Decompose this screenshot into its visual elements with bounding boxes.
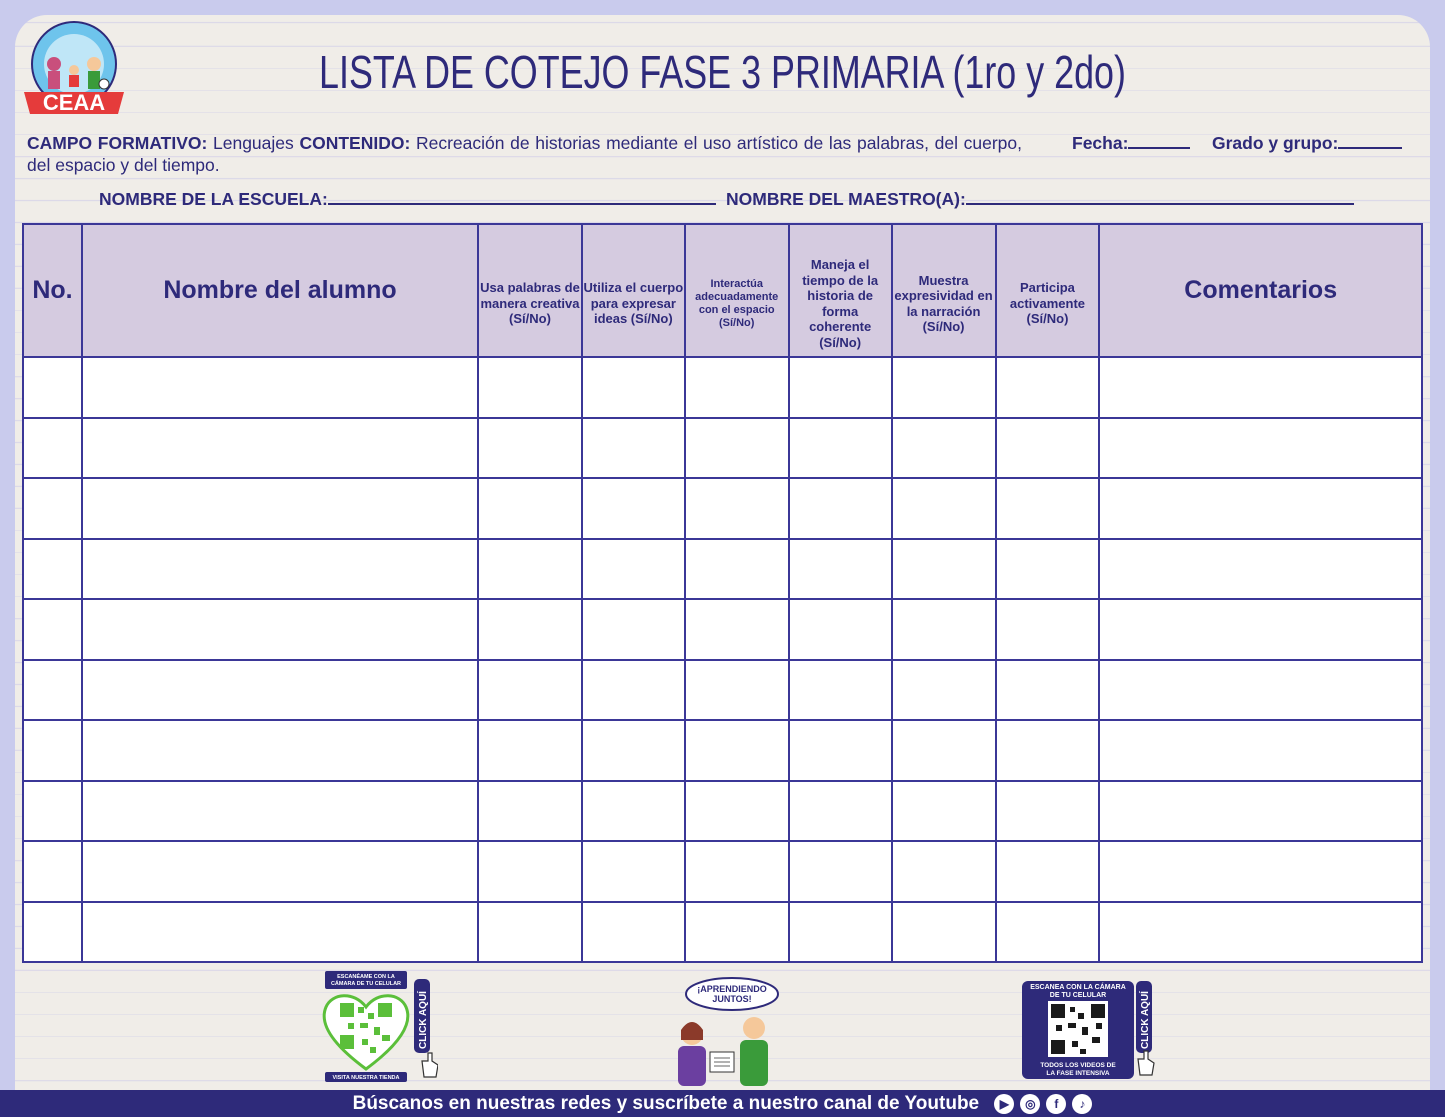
table-cell[interactable] (1099, 660, 1422, 721)
table-cell[interactable] (1099, 841, 1422, 902)
instagram-icon[interactable]: ◎ (1020, 1094, 1040, 1114)
fecha-label: Fecha: (1072, 133, 1129, 153)
table-cell[interactable] (23, 418, 82, 479)
table-header-row (23, 224, 1422, 357)
table-cell[interactable] (789, 841, 892, 902)
campo-value: Lenguajes (213, 133, 294, 153)
table-cell[interactable] (1099, 539, 1422, 600)
ceaa-logo (18, 20, 130, 116)
table-cell[interactable] (892, 660, 996, 721)
table-cell[interactable] (1099, 720, 1422, 781)
table-cell[interactable] (892, 539, 996, 600)
table-cell[interactable] (1099, 902, 1422, 963)
table-cell[interactable] (892, 478, 996, 539)
table-cell[interactable] (685, 781, 789, 842)
svg-text:¡APRENDIENDO: ¡APRENDIENDO (697, 984, 767, 994)
table-cell[interactable] (478, 902, 582, 963)
table-cell[interactable] (82, 660, 478, 721)
table-cell[interactable] (996, 418, 1100, 479)
table-row (23, 539, 1422, 600)
footer-bar (0, 1090, 1445, 1117)
svg-text:CLICK AQUÍ: CLICK AQUÍ (418, 991, 429, 1049)
table-cell[interactable] (789, 660, 892, 721)
table-cell[interactable] (685, 841, 789, 902)
svg-text:TODOS LOS VIDEOS DE: TODOS LOS VIDEOS DE (1040, 1062, 1116, 1069)
table-cell[interactable] (1099, 418, 1422, 479)
svg-text:LA FASE INTENSIVA: LA FASE INTENSIVA (1046, 1070, 1110, 1077)
table-cell[interactable] (582, 720, 685, 781)
grado-field[interactable] (1212, 132, 1402, 154)
table-cell[interactable] (996, 841, 1100, 902)
table-cell[interactable] (685, 902, 789, 963)
checklist-table (22, 223, 1423, 963)
header-espacio: Interactúa adecuadamente con el espacio (Sí/No) (685, 224, 789, 357)
table-row (23, 478, 1422, 539)
table-cell[interactable] (478, 357, 582, 418)
contenido-label: CONTENIDO: (299, 133, 411, 153)
table-cell[interactable] (996, 902, 1100, 963)
info-block (27, 132, 1022, 176)
table-cell[interactable] (478, 841, 582, 902)
table-cell[interactable] (789, 418, 892, 479)
header-no: No. (23, 224, 82, 357)
table-cell[interactable] (23, 781, 82, 842)
table-cell[interactable] (789, 478, 892, 539)
contenido-value: Recreación de historias mediante el uso artístico de las palabras, del cuerpo, del espacio y del tiempo. (27, 133, 1022, 175)
escuela-label: NOMBRE DE LA ESCUELA: (99, 189, 328, 209)
store-qr-code[interactable] (318, 969, 438, 1084)
table-cell[interactable] (789, 539, 892, 600)
table-cell[interactable] (478, 599, 582, 660)
table-cell[interactable] (1099, 478, 1422, 539)
table-cell[interactable] (892, 418, 996, 479)
table-cell[interactable] (23, 357, 82, 418)
table-cell[interactable] (685, 478, 789, 539)
table-row (23, 902, 1422, 963)
table-cell[interactable] (789, 781, 892, 842)
table-cell[interactable] (996, 357, 1100, 418)
table-row (23, 418, 1422, 479)
svg-text:JUNTOS!: JUNTOS! (712, 994, 752, 1004)
table-cell[interactable] (82, 841, 478, 902)
header-nombre: Nombre del alumno (82, 224, 478, 357)
svg-text:CLICK AQUÍ: CLICK AQUÍ (1140, 991, 1151, 1049)
table-cell[interactable] (82, 418, 478, 479)
header-participa: Participa activamente (Sí/No) (996, 224, 1100, 357)
table-cell[interactable] (892, 357, 996, 418)
table-cell[interactable] (82, 599, 478, 660)
table-cell[interactable] (582, 781, 685, 842)
table-cell[interactable] (582, 418, 685, 479)
table-cell[interactable] (685, 539, 789, 600)
svg-text:ESCANEA CON LA CÁMARA: ESCANEA CON LA CÁMARA (1030, 984, 1126, 991)
table-cell[interactable] (23, 841, 82, 902)
learning-together-illustration (662, 972, 782, 1090)
table-cell[interactable] (582, 660, 685, 721)
table-cell[interactable] (23, 478, 82, 539)
table-cell[interactable] (1099, 357, 1422, 418)
table-cell[interactable] (789, 357, 892, 418)
table-cell[interactable] (892, 902, 996, 963)
table-cell[interactable] (478, 539, 582, 600)
youtube-icon[interactable]: ▶ (994, 1094, 1014, 1114)
table-cell[interactable] (478, 660, 582, 721)
table-cell[interactable] (892, 720, 996, 781)
table-cell[interactable] (82, 478, 478, 539)
table-cell[interactable] (685, 357, 789, 418)
table-cell[interactable] (478, 720, 582, 781)
table-row (23, 841, 1422, 902)
table-cell[interactable] (582, 478, 685, 539)
table-cell[interactable] (82, 781, 478, 842)
table-cell[interactable] (892, 841, 996, 902)
table-cell[interactable] (892, 599, 996, 660)
svg-text:CÁMARA DE TU CELULAR: CÁMARA DE TU CELULAR (330, 981, 402, 987)
table-cell[interactable] (582, 902, 685, 963)
header-comentarios: Comentarios (1099, 224, 1422, 357)
table-cell[interactable] (685, 418, 789, 479)
table-cell[interactable] (996, 478, 1100, 539)
table-cell[interactable] (892, 781, 996, 842)
table-cell[interactable] (478, 781, 582, 842)
table-cell[interactable] (582, 539, 685, 600)
table-cell[interactable] (789, 902, 892, 963)
escuela-field[interactable] (99, 188, 716, 210)
table-cell[interactable] (23, 720, 82, 781)
table-cell[interactable] (996, 660, 1100, 721)
maestro-label: NOMBRE DEL MAESTRO(A): (726, 189, 966, 209)
svg-text:VISITA NUESTRA TIENDA: VISITA NUESTRA TIENDA (332, 1075, 400, 1081)
table-cell[interactable] (582, 599, 685, 660)
table-cell[interactable] (582, 357, 685, 418)
table-cell[interactable] (478, 418, 582, 479)
logo-text: CEAA (42, 90, 106, 115)
table-cell[interactable] (1099, 599, 1422, 660)
table-cell[interactable] (23, 599, 82, 660)
table-cell[interactable] (996, 599, 1100, 660)
table-cell[interactable] (1099, 781, 1422, 842)
fecha-field[interactable] (1072, 132, 1190, 154)
svg-text:ESCANÉAME CON LA: ESCANÉAME CON LA (337, 974, 395, 980)
table-row (23, 720, 1422, 781)
campo-label: CAMPO FORMATIVO: (27, 133, 208, 153)
table-cell[interactable] (996, 781, 1100, 842)
facebook-icon[interactable]: f (1046, 1094, 1066, 1114)
table-row (23, 781, 1422, 842)
header-expresividad: Muestra expresividad en la narración (Sí/No) (892, 224, 996, 357)
table-cell[interactable] (82, 539, 478, 600)
tiktok-icon[interactable]: ♪ (1072, 1094, 1092, 1114)
table-cell[interactable] (789, 599, 892, 660)
table-row (23, 599, 1422, 660)
svg-text:DE TU CELULAR: DE TU CELULAR (1049, 992, 1107, 999)
table-cell[interactable] (23, 902, 82, 963)
page-title: LISTA DE COTEJO FASE 3 PRIMARIA (1ro y 2do) (319, 46, 1126, 98)
table-row (23, 357, 1422, 418)
table-cell[interactable] (82, 902, 478, 963)
table-cell[interactable] (82, 357, 478, 418)
header-tiempo: Maneja el tiempo de la historia de forma coherente (Sí/No) (789, 224, 892, 357)
table-cell[interactable] (996, 539, 1100, 600)
table-row (23, 660, 1422, 721)
table-cell[interactable] (685, 720, 789, 781)
table-cell[interactable] (685, 599, 789, 660)
social-icons (994, 1094, 1092, 1114)
table-cell[interactable] (996, 720, 1100, 781)
table-cell[interactable] (789, 720, 892, 781)
maestro-field[interactable] (726, 188, 1354, 210)
table-cell[interactable] (478, 478, 582, 539)
videos-qr-code[interactable] (1020, 979, 1160, 1083)
header-cuerpo: Utiliza el cuerpo para expresar ideas (Sí/No) (582, 224, 685, 357)
table-cell[interactable] (685, 660, 789, 721)
footer-text: Búscanos en nuestras redes y suscríbete a nuestro canal de Youtube (352, 1093, 980, 1114)
header-palabras: Usa palabras de manera creativa (Sí/No) (478, 224, 582, 357)
table-cell[interactable] (23, 539, 82, 600)
table-cell[interactable] (23, 660, 82, 721)
table-cell[interactable] (82, 720, 478, 781)
table-cell[interactable] (582, 841, 685, 902)
grado-label: Grado y grupo: (1212, 133, 1339, 153)
